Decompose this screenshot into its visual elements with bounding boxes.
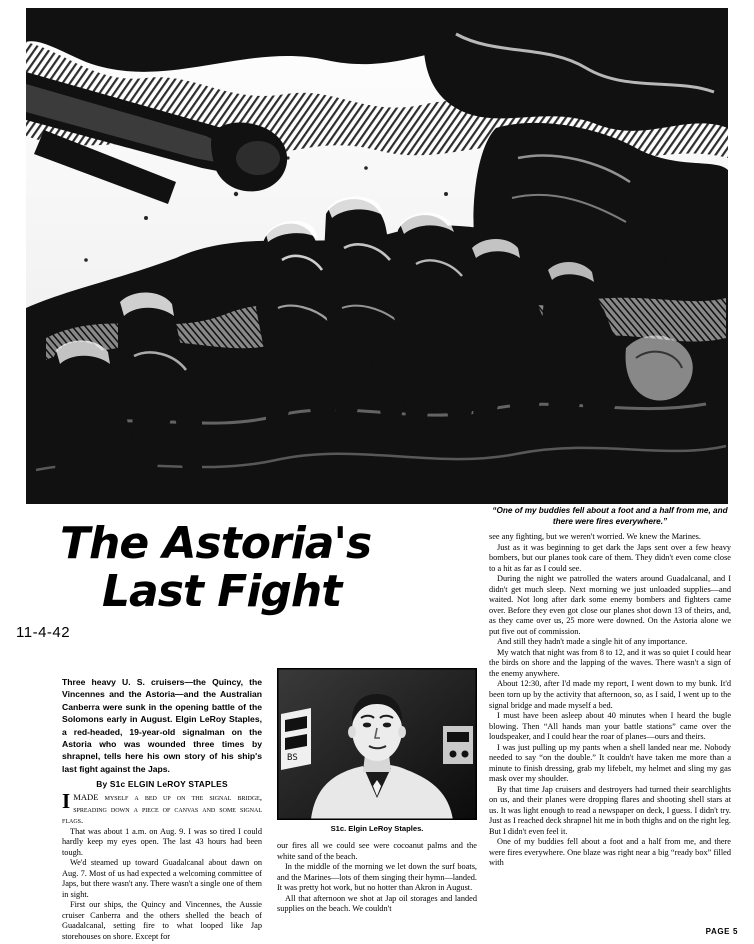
paragraph bbox=[489, 574, 731, 637]
paragraph bbox=[277, 862, 477, 894]
column3-paragraph-8: I was just pulling up my pants when a shell landed near me. Nobody needed to say “on the double.” It couldn't have taken me more than a minute to finish dressing, grab my lifebelt, my helmet and sling my gas mask over my shoulder. bbox=[489, 742, 731, 784]
article-byline: By S1c ELGIN LeROY STAPLES bbox=[96, 779, 228, 789]
portrait-photo bbox=[277, 668, 477, 820]
svg-text:BS: BS bbox=[287, 753, 298, 763]
body-column-3 bbox=[489, 532, 731, 869]
paragraph bbox=[62, 789, 262, 827]
column3-paragraph-10: One of my buddies fell about a foot and a half from me, and there were fires everywhere. One blaze was right near a big “ready box” filled with bbox=[489, 837, 731, 868]
column1-paragraph-4: First our ships, the Quincy and Vincennes, the Aussie cruiser Canberra and the others shelled the beach of Guadalcanal, setting fire to what looped like Jap storehouses on shore. Except for bbox=[62, 900, 262, 941]
pull-quote: “One of my buddies fell about a foot and a half from me, and there were fires everywhere.” bbox=[492, 506, 728, 527]
paragraph bbox=[62, 827, 262, 859]
column2-paragraph-3: All that afternoon we shot at Jap oil storages and landed supplies on the beach. We couldn't bbox=[277, 893, 477, 914]
body-column-2 bbox=[277, 841, 477, 915]
paragraph bbox=[489, 648, 731, 680]
column3-paragraph-3: During the night we patrolled the waters around Guadalcanal, and I didn't get much sleep. Next morning we just unloaded supplies—and waited. Not long after dark some enemy bombers and fighters came over. Before they even got close our planes shot down 13 of theirs, and, as they came over us, 25 more were downed. On the Astoria alone we put five out of commission. bbox=[489, 574, 731, 636]
issue-datestamp: 11-4-42 bbox=[16, 624, 71, 641]
column3-paragraph-2: Just as it was beginning to get dark the Japs sent over a few heavy bombers, but our planes took care of them. They didn't even come close to a hit as far as I could see. bbox=[489, 542, 731, 573]
paragraph bbox=[277, 841, 477, 862]
paragraph bbox=[489, 743, 731, 785]
column3-paragraph-6: About 12:30, after I'd made my report, I went down to my bunk. It'd been torn up by the activity that afternoon, so, as I said, I went up to the signal bridge and made myself a bed. bbox=[489, 679, 731, 710]
column1-paragraph-2: That was about 1 a.m. on Aug. 9. I was so tired I could hardly keep my eyes open. The last 43 hours had been tough. bbox=[62, 826, 262, 857]
column3-paragraph-4: And still they hadn't made a single hit of any importance. bbox=[497, 637, 688, 647]
paragraph bbox=[489, 543, 731, 575]
photo-caption: S1c. Elgin LeRoy Staples. bbox=[330, 824, 424, 833]
column3-paragraph-5: My watch that night was from 8 to 12, and it was so quiet I could hear the birds on shore and the lapping of the waves. There wasn't a sign of the enemy anywhere. bbox=[489, 647, 731, 678]
paragraph bbox=[62, 858, 262, 900]
paragraph bbox=[277, 894, 477, 915]
headline-line-2: Last Fight bbox=[102, 565, 342, 617]
paragraph bbox=[489, 785, 731, 838]
paragraph bbox=[489, 711, 731, 743]
battle-illustration bbox=[26, 8, 728, 504]
portrait-artwork bbox=[277, 668, 477, 820]
illustration-artwork bbox=[26, 8, 728, 504]
paragraph bbox=[489, 637, 731, 648]
column3-paragraph-9: By that time Jap cruisers and destroyers had turned their searchlights on us, and their planes were dropping flares and shooting shell stars at us. It was light enough to read a newspaper on deck, I guess. I didn't try. Just as I reached deck shrapnel hit me in both thighs and on the right leg. But I didn't even feel it. bbox=[489, 784, 731, 836]
paragraph bbox=[489, 679, 731, 711]
column2-paragraph-1: our fires all we could see were cocoanut palms and the white sand of the beach. bbox=[277, 841, 477, 861]
column1-paragraph-3: We'd steamed up toward Guadalcanal about dawn on Aug. 7. Most of us had expected a welcoming committee of Japs, but there wasn't any. There wasn't a single one of them in sight. bbox=[62, 858, 262, 899]
column3-paragraph-1: see any fighting, but we weren't worried. We knew the Marines. bbox=[489, 532, 701, 541]
paragraph bbox=[489, 837, 731, 869]
paragraph bbox=[489, 532, 731, 543]
drop-cap: I bbox=[62, 789, 71, 813]
article-deck: Three heavy U. S. cruisers—the Quincy, the Vincennes and the Astoria—and the Australian Canberra were sunk in the opening battle of the Solomons early in August. Elgin LeRoy Staples, a red-headed, 19-year-old signalman on the Astoria who was wounded three times by shrapnel, tells here his own story of his ship's last fight against the Japs. bbox=[62, 677, 262, 774]
body-column-1 bbox=[62, 789, 262, 942]
article-headline bbox=[60, 520, 440, 615]
headline-line-1: The Astoria's bbox=[60, 518, 372, 569]
column2-paragraph-2: In the middle of the morning we let down the surf boats, and the Marines—lots of them singing their hymn—landed. It was pretty hot work, but no hotter than Akron in August. bbox=[277, 862, 477, 893]
column3-paragraph-7: I must have been asleep about 40 minutes when I heard the bugle blowing. Then “All hands man your battle stations” came over the loudspeaker, and I could hear the roar of planes—ours and theirs. bbox=[489, 711, 731, 742]
paragraph bbox=[62, 900, 262, 942]
column1-paragraph-1: MADE myself a bed up on the signal bridge, spreading down a piece of canvas and some signal flags. bbox=[62, 792, 262, 826]
page-folio: PAGE 5 bbox=[705, 927, 738, 936]
